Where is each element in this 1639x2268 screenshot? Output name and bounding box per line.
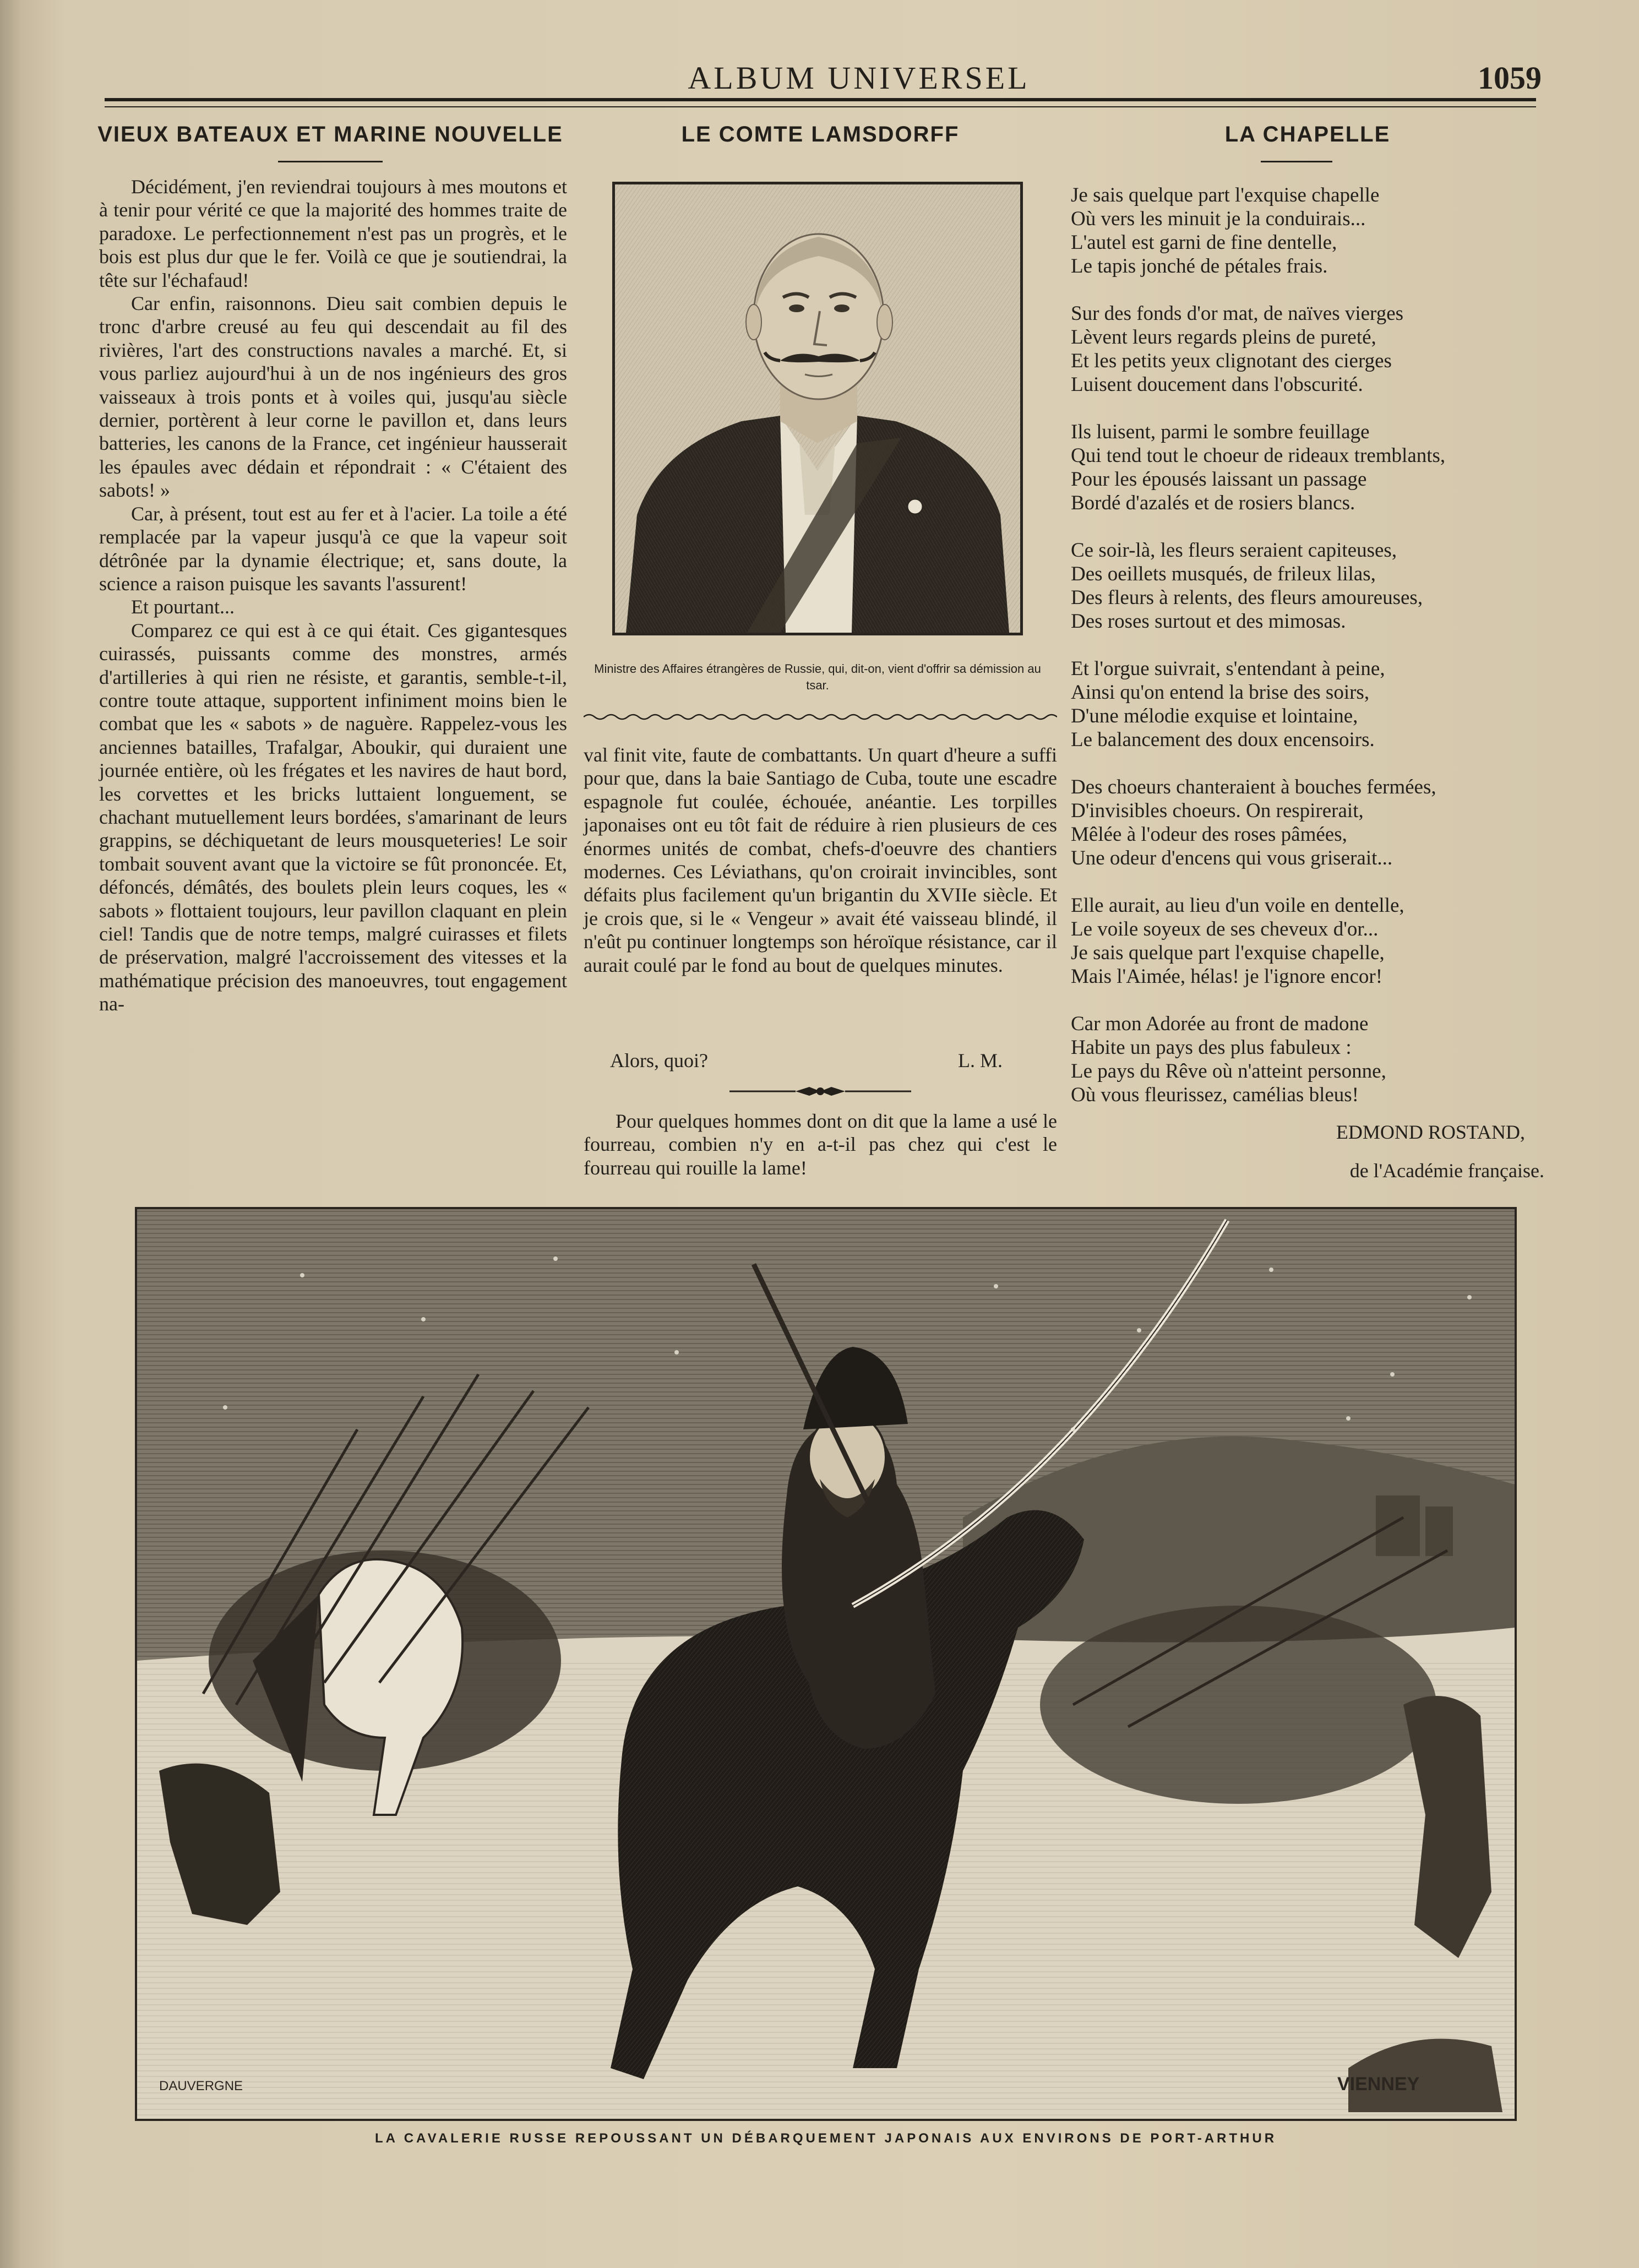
poem-line: Mêlée à l'odeur des roses pâmées,	[1071, 823, 1347, 846]
poem-line: Habite un pays des plus fabuleux :	[1071, 1036, 1352, 1059]
poem-author-affiliation: de l'Académie française.	[1349, 1160, 1544, 1182]
epigram	[584, 1109, 1057, 1179]
paragraph: Comparez ce qui est à ce qui était. Ces gigantesques cuirassés, puissants comme des monstres, armés d'artilleries à qui rien ne résiste, et garantis, semble-t-il, contre toute attaque, supportent infiniment moins bien le combat que les « sabots » de naguère. Rappelez-vous les anciennes batailles, Trafalgar, Aboukir, qui duraient une journée entière, où les frégates et les navires de haut bord, les corvettes et les bricks luttaient longuement, se chachant mutuellement leurs bordées, s'amarinant de leurs grappins, se déchiquetant de leurs mousqueteries! Le soir tombait souvent avant que la victoire se fût prononcée. Et, défoncés, démâtés, des boulets plein leurs coques, les « sabots » flottaient toujours, leur pavillon claquant en plein ciel! Tandis que de notre temps, malgré cuirasses et filets de préservation, malgré l'accroissement des vitesses et la mathématique précision des manoeuvres, tout engagement na-	[99, 619, 567, 1015]
wavy-divider	[584, 710, 1057, 724]
illustration-signature-left: DAUVERGNE	[159, 2079, 243, 2093]
poem-line: Lèvent leurs regards pleins de pureté,	[1071, 326, 1376, 349]
center-continuation-body	[584, 743, 1057, 977]
poem-line: Et l'orgue suivrait, s'entendant à peine,	[1071, 657, 1385, 680]
poem-line: Le voile soyeux de ses cheveux d'or...	[1071, 918, 1379, 940]
poem-line: Sur des fonds d'or mat, de naïves vierges	[1071, 302, 1404, 325]
poem-line: Le tapis jonché de pétales frais.	[1071, 255, 1328, 278]
header-rule-thin	[105, 106, 1536, 107]
poem-line: Où vers les minuit je la conduirais...	[1071, 208, 1366, 230]
portrait-caption: Ministre des Affaires étrangères de Russie, qui, dit-on, vient d'offrir sa démission au tsar.	[594, 662, 1041, 692]
poem-line: Luisent doucement dans l'obscurité.	[1071, 373, 1363, 396]
poem-line: Qui tend tout le choeur de rideaux tremblants,	[1071, 444, 1446, 467]
poem-line: Des oeillets musqués, de frileux lilas,	[1071, 563, 1376, 585]
poem-line: Où vous fleurissez, camélias bleus!	[1071, 1084, 1359, 1106]
poem-line: Car mon Adorée au front de madone	[1071, 1013, 1369, 1035]
poem-line: Je sais quelque part l'exquise chapelle,	[1071, 942, 1385, 964]
poem-line: Des fleurs à relents, des fleurs amoureuses,	[1071, 586, 1423, 609]
poem-stanza	[1071, 183, 1550, 278]
paragraph: Décidément, j'en reviendrai toujours à mes moutons et à tenir pour vérité ce que la majorité des hommes traite de paradoxe. Le perfectionnement n'est pas un progrès, et le bois est plus dur que le fer. Voilà ce que je soutiendrai, la tête sur l'échafaud!	[99, 176, 567, 291]
paragraph: Car enfin, raisonnons. Dieu sait combien depuis le tronc d'arbre creusé au feu qui descendait au fil des rivières, l'art des constructions navales a marché. Et, si vous parliez aujourd'hui à un de nos ingénieurs des gros vaisseaux à trois ponts et à voiles qui, jusqu'au siècle dernier, portèrent à leur corne le pavillon et, dans leurs batteries, les canons de la France, cet ingénieur hausserait les épaules avec dédain et répondrait : « C'étaient des sabots! »	[99, 292, 567, 502]
illustration-caption: LA CAVALERIE RUSSE REPOUSSANT UN DÉBARQUEMENT JAPONAIS AUX ENVIRONS DE PORT-ARTHUR	[374, 2131, 1277, 2146]
paragraph: Et pourtant...	[131, 596, 235, 618]
poem-line: Le pays du Rêve où n'atteint personne,	[1071, 1060, 1386, 1083]
poem-stanza	[1071, 539, 1550, 633]
page-number: 1059	[1478, 60, 1542, 96]
engraving-scene	[137, 1209, 1515, 2119]
center-article-title: LE COMTE LAMSDORFF	[681, 122, 960, 146]
poem-stanza	[1071, 302, 1550, 396]
poem-title-rule	[1261, 161, 1332, 162]
illustration-signature-right: VIENNEY	[1337, 2074, 1420, 2095]
poem-line: Ainsi qu'on entend la brise des soirs,	[1071, 681, 1370, 704]
left-article-title: VIEUX BATEAUX ET MARINE NOUVELLE	[97, 122, 563, 146]
poem-line: Le balancement des doux encensoirs.	[1071, 728, 1375, 751]
poem-title: LA CHAPELLE	[1224, 122, 1391, 146]
paragraph: val finit vite, faute de combattants. Un quart d'heure a suffi pour que, dans la baie Santiago de Cuba, toute une escadre espagnole fut coulée, échouée, anéantie. Les torpilles japonaises ont eu tôt fait de réduire à rien plusieurs de ces énormes unités de combat, chefs-d'oeuvre des chantiers modernes. Ces Léviathans, qu'on croirait invincibles, sont défaits plus facilement qu'un brigantin du XVIIe siècle. Et je crois que, si le « Vengeur » avait été vaisseau blindé, il n'eût pu continuer longtemps son héroïque résistance, car il aurait coulé par le fond au bout de quelques minutes.	[584, 744, 1057, 976]
poem-line: Pour les épousés laissant un passage	[1071, 468, 1367, 491]
paragraph: Pour quelques hommes dont on dit que la lame a usé le fourreau, combien n'y en a-t-il pas chez qui c'est le fourreau qui rouille la lame!	[584, 1110, 1057, 1179]
header-rule-thick	[105, 98, 1536, 101]
poem-line: Ce soir-là, les fleurs seraient capiteuses,	[1071, 539, 1397, 562]
poem-body	[1071, 183, 1550, 1130]
poem-line: L'autel est garni de fine dentelle,	[1071, 231, 1337, 254]
poem-line: Je sais quelque part l'exquise chapelle	[1071, 184, 1380, 206]
poem-stanza	[1071, 775, 1550, 870]
poem-stanza	[1071, 1012, 1550, 1107]
poem-stanza	[1071, 894, 1550, 988]
poem-author: EDMOND ROSTAND,	[1336, 1121, 1525, 1143]
poem-line: Et les petits yeux clignotant des cierges	[1071, 350, 1392, 372]
portrait-engraving	[615, 184, 1020, 633]
poem-line: D'une mélodie exquise et lointaine,	[1071, 705, 1358, 727]
masthead-title: ALBUM UNIVERSEL	[688, 60, 1030, 96]
poem-line: Des choeurs chanteraient à bouches fermées,	[1071, 776, 1436, 798]
poem-line: Mais l'Aimée, hélas! je l'ignore encor!	[1071, 965, 1383, 988]
poem-line: Ils luisent, parmi le sombre feuillage	[1071, 421, 1370, 443]
closing-line: Alors, quoi?	[610, 1049, 708, 1072]
left-title-rule	[278, 161, 383, 162]
article-signature: L. M.	[958, 1049, 1003, 1072]
cavalry-illustration	[135, 1207, 1517, 2121]
poem-line: Des roses surtout et des mimosas.	[1071, 610, 1346, 633]
poem-line: Elle aurait, au lieu d'un voile en dentelle,	[1071, 894, 1404, 917]
poem-line: Bordé d'azalés et de rosiers blancs.	[1071, 492, 1355, 514]
paragraph: Car, à présent, tout est au fer et à l'acier. La toile a été remplacée par la vapeur jusqu'à ce que la vapeur soit détrônée par la dynamie électrique; et, sans doute, la science a raison puisque les savants l'assurent!	[99, 502, 567, 595]
lamsdorff-portrait	[612, 182, 1023, 635]
poem-stanza	[1071, 420, 1550, 515]
left-article-body	[99, 175, 567, 1016]
poem-line: D'invisibles choeurs. On respirerait,	[1071, 799, 1364, 822]
ornament-divider	[729, 1085, 911, 1098]
poem-stanza	[1071, 657, 1550, 752]
poem-line: Une odeur d'encens qui vous griserait...	[1071, 847, 1393, 869]
